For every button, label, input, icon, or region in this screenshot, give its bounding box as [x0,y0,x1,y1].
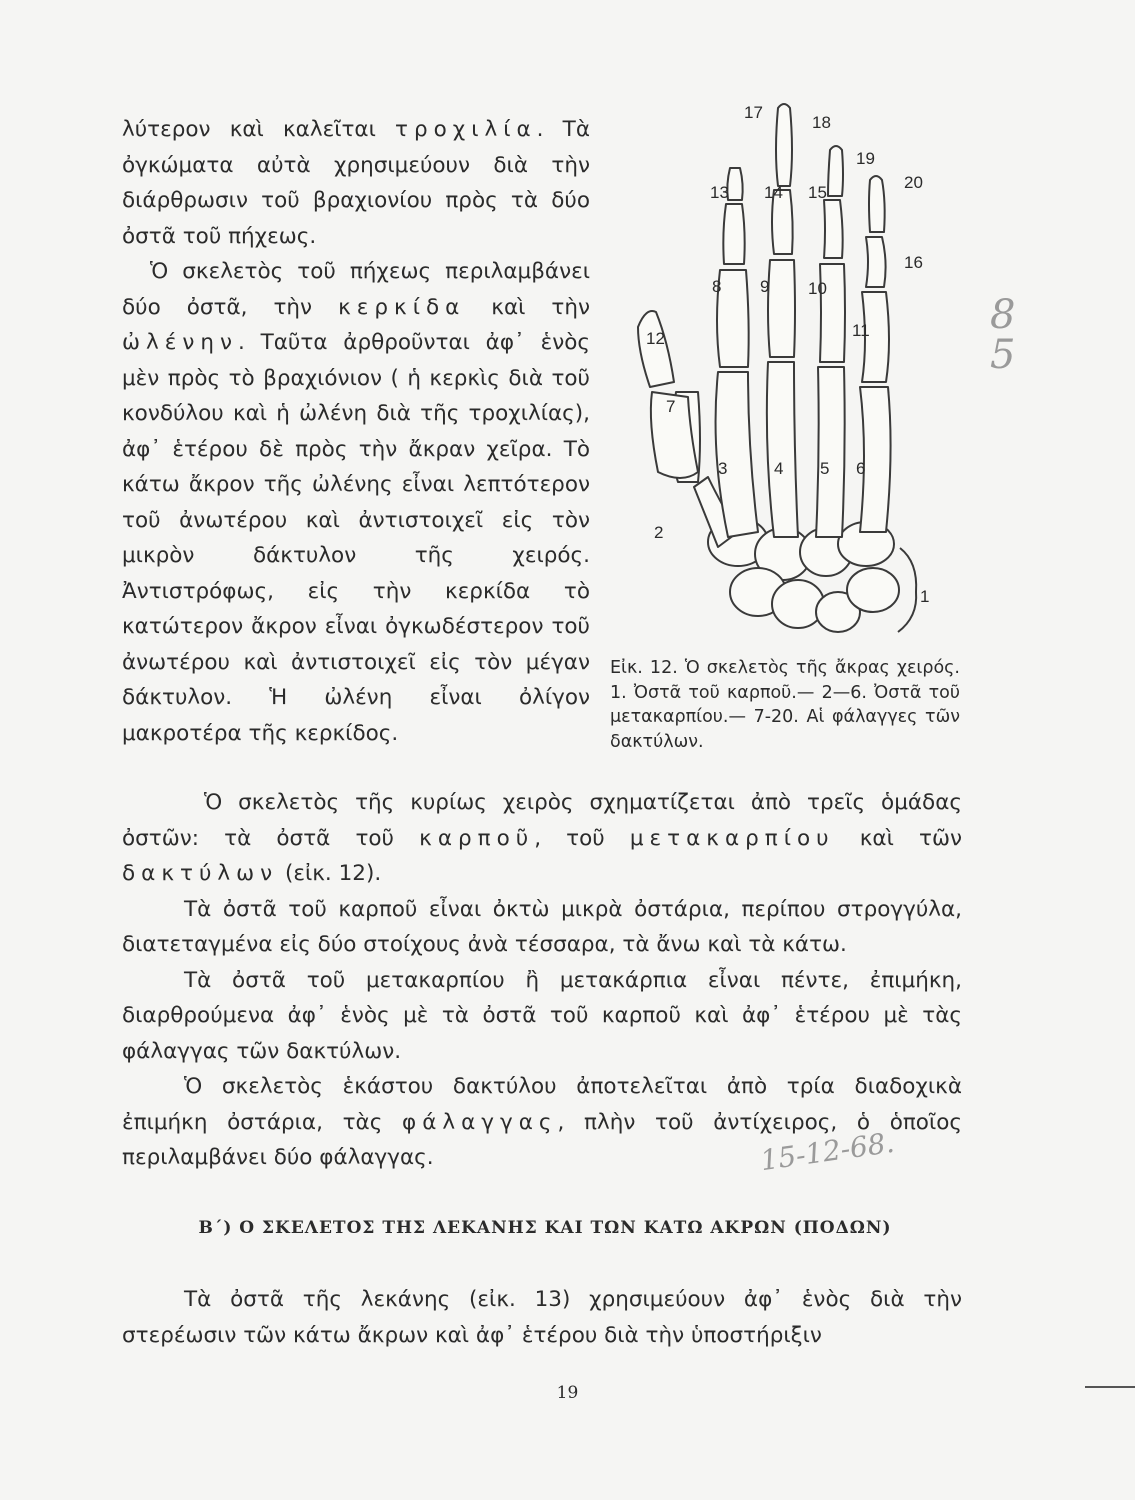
text-run: . Τὰ ὀγκώματα αὐτὰ χρησιμεύουν διὰ τὴν διάρθρωσιν τοῦ βραχιονίου πρὸς τὰ δύο ὀστᾶ τοῦ πήχεως. [122,117,590,249]
text-run: Ὁ σκελετὸς τοῦ πήχεως περιλαμβάνει δύο ὀστᾶ, τὴν [122,259,590,320]
text-run: , πλὴν τοῦ ἀντίχειρος, ὁ ὁποῖος περιλαμβάνει δύο φάλαγγας. [122,1109,962,1170]
figure-label-13: 13 [710,183,729,202]
paragraph-3 [122,785,962,892]
figure-label-8: 8 [712,277,722,296]
paragraph-2 [122,254,590,751]
handwritten-date: 15-12-68. [758,1125,897,1178]
figure-label-1: 1 [920,587,930,606]
spaced-term-daktylon: δακτύλων [122,861,279,886]
hand-skeleton-illustration [598,92,960,652]
paragraph-5: Τὰ ὀστᾶ τοῦ μετακαρπίου ἢ μετακάρπια εἶναι πέντε, ἐπιμήκη, διαρθρούμενα ἀφ᾽ ἑνὸς μὲ τὰ ὀστᾶ τοῦ καρποῦ καὶ ἀφ᾽ ἑτέρου μὲ τὰς φάλαγγας τῶν δακτύλων. [122,967,962,1064]
spaced-term-falangas: φάλαγγας [402,1109,558,1135]
spaced-term-olenin: ὠλένην [122,330,238,355]
figure-label-15: 15 [808,183,827,202]
margin-pencil-number: 85 [990,292,1016,378]
text-run: καὶ τῶν [834,825,962,851]
main-text-block [122,785,962,1176]
hand-skeleton-figure [598,92,960,652]
paragraph-4: Τὰ ὀστᾶ τοῦ καρποῦ εἶναι ὀκτὼ μικρὰ ὀστάρια, περίπου στρογγύλα, διατεταγμένα εἰς δύο στοίχους ἀνὰ τέσσαρα, τὰ ἄνω καὶ τὰ κάτω. [122,896,962,957]
figure-label-3: 3 [718,459,728,478]
paragraph-1 [122,112,590,254]
figure-label-4: 4 [774,459,784,478]
text-run: καὶ τὴν [465,294,591,320]
figure-label-10: 10 [808,279,827,298]
text-run: λύτερον καὶ καλεῖται [122,117,396,142]
figure-label-11: 11 [852,321,870,340]
figure-label-16: 16 [904,253,923,272]
text-run: Ὁ σκελετὸς τῆς κυρίως χειρὸς σχηματίζεται ἀπὸ τρεῖς ὁμάδας ὀστῶν: τὰ ὀστᾶ τοῦ [122,790,962,851]
closing-paragraph [122,1282,962,1353]
figure-label-12: 12 [646,329,665,348]
figure-label-9: 9 [760,277,770,296]
text-run: Ὁ σκελετὸς ἑκάστου δακτύλου ἀποτελεῖται ἀπὸ τρία διαδοχικὰ ἐπιμήκη ὀστάρια, τὰς [122,1074,962,1135]
figure-caption [610,656,960,754]
figure-label-7: 7 [666,397,676,416]
figure-label-2: 2 [654,523,664,542]
figure-caption-text: Εἰκ. 12. Ὁ σκελετὸς τῆς ἄκρας χειρός. 1. Ὀστᾶ τοῦ καρποῦ.— 2—6. Ὀστᾶ τοῦ μετακαρπίου.— 7-20. Αἱ φάλαγγες τῶν δακτύλων. [610,658,960,752]
text-run: . Ταῦτα ἀρθροῦνται ἀφ᾽ ἑνὸς μὲν πρὸς τὸ βραχιόνιον ( ἡ κερκὶς διὰ τοῦ κονδύλου καὶ ἡ ὠλένη διὰ τῆς τροχιλίας), ἀφ᾽ ἑτέρου δὲ πρὸς τὴν ἄκραν χεῖρα. Τὸ κάτω ἄκρον τῆς ὠλένης εἶναι λεπτότερον τοῦ ἀνωτέρου καὶ ἀντιστοιχεῖ εἰς τὸν μικρὸν δάκτυλον τῆς χειρός. Ἀντιστρόφως, εἰς τὴν κερκίδα τὸ κατώτερον ἄκρον εἶναι ὀγκωδέστερον τοῦ ἀνωτέρου καὶ ἀντιστοιχεῖ εἰς τὸν μέγαν δάκτυλον. Ἡ ὠλένη εἶναι ὀλίγον μακροτέρα τῆς κερκίδος. [122,330,590,746]
spaced-term-metakarpiou: μετακαρπίου [629,825,835,851]
figure-label-19: 19 [856,149,875,168]
spaced-term-kerkida: κερκίδα [338,294,466,320]
margin-rule [1085,1386,1135,1388]
paragraph-7: Τὰ ὀστᾶ τῆς λεκάνης (εἰκ. 13) χρησιμεύουν ἀφ᾽ ἑνὸς διὰ τὴν στερέωσιν τῶν κάτω ἄκρων καὶ ἀφ᾽ ἑτέρου διὰ τὴν ὑποστήριξιν [122,1287,962,1348]
figure-label-5: 5 [820,459,830,478]
figure-label-17: 17 [744,103,763,122]
text-run: , τοῦ [534,825,630,851]
figure-label-6: 6 [856,459,866,478]
figure-label-18: 18 [812,113,831,132]
figure-label-20: 20 [904,173,923,192]
section-heading: Β΄) Ο ΣΚΕΛΕΤΟΣ ΤΗΣ ΛΕΚΑΝΗΣ ΚΑΙ ΤΩΝ ΚΑΤΩ ΑΚΡΩΝ (ΠΟΔΩΝ) [198,1218,892,1238]
page-number: 19 [556,1383,579,1403]
text-run: (εἰκ. 12). [278,861,382,886]
spaced-term-trochilia: τροχιλία [395,117,537,142]
left-column-text [122,112,590,751]
spaced-term-karpou: καρποῦ [419,825,535,851]
figure-label-14: 14 [764,183,783,202]
